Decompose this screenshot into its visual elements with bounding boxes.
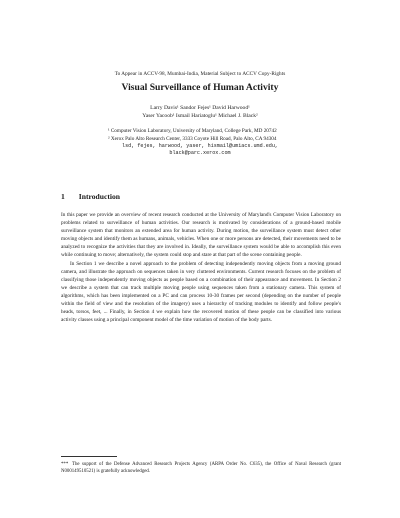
affiliation-item: ¹ Computer Vision Laboratory, University of Maryland, College Park, MD 20742 <box>108 128 277 134</box>
email-line: lsd, fejes, harwood, yaser, hismail@umiacs.umd.edu, <box>122 143 278 149</box>
body-text <box>61 211 341 324</box>
body-paragraph: In Section 1 we describe a novel approach to the problem of detecting independently moving objects from a moving ground camera, and illustrate the approach on sequences taken in very cluttered environments. Current research focuses on the problem of classifying those independently moving objects as people based on a combination of their appearance and movement. In Section 2 we describe a system that can track multiple moving people using sequences taken from a stationary camera. This system of algorithms, which has been implemented on a PC and can process 10-30 frames per second (depending on the number of people within the field of view and the resolution of the imagery) uses a hierarchy of tracking modules to identify and follow people's heads, torsos, feet, ... Finally, in Section 4 we explain how the recovered motion of these people can be classified into various activity classes using a principal component model of the time variation of motion of the body parts. <box>61 260 341 324</box>
body-paragraph: In this paper we provide an overview of recent research conducted at the University of Maryland's Computer Vision Laboratory on problems related to surveillance of human activities. Our research is motivated by considerations of a ground-based mobile surveillance system that monitors an extended area for human activity. During motion, the surveillance system must detect other moving objects and identify them as humans, animals, vehicles. When one or more persons are detected, their movements need to be analyzed to recognize the activities that they are involved in. Ideally, the surveillance system would be able to accomplish this even while continuing to move; alternatively, the system could stop and stare at that part of the scene containing people. <box>61 212 341 259</box>
paper-title: Visual Surveillance of Human Activity <box>121 82 279 93</box>
footnote-text: The support of the Defense Advanced Research Projects Agency (ARPA Order No. C635), the Office of Naval Research (grant N000149510521) is gratefully acknowledged. <box>61 462 341 475</box>
author-line: Yaser Yacoob¹ Ismail Hariatoglu¹ Michael J. Black² <box>142 113 258 120</box>
footnote <box>61 461 341 475</box>
author-list <box>0 104 400 120</box>
conference-header-note: To Appear in ACCV-98, Mumbai-India, Material Subject to ACCV Copy-Rights <box>114 71 286 77</box>
affiliation-list <box>108 128 308 143</box>
footnote-divider <box>61 456 117 457</box>
affiliation-item: ² Xerox Palo Alto Research Center, 3333 Coyote Hill Road, Palo Alto, CA 94304 <box>108 135 277 142</box>
email-line: black@parc.xerox.com <box>169 150 231 157</box>
author-line: Larry Davis¹ Sandor Fejes¹ David Harwood¹ <box>150 105 250 111</box>
email-block <box>0 143 400 158</box>
footnote-mark: *** <box>61 462 69 467</box>
section-heading <box>61 192 120 201</box>
section-title: Introduction <box>78 192 121 201</box>
section-number: 1 <box>61 192 65 201</box>
